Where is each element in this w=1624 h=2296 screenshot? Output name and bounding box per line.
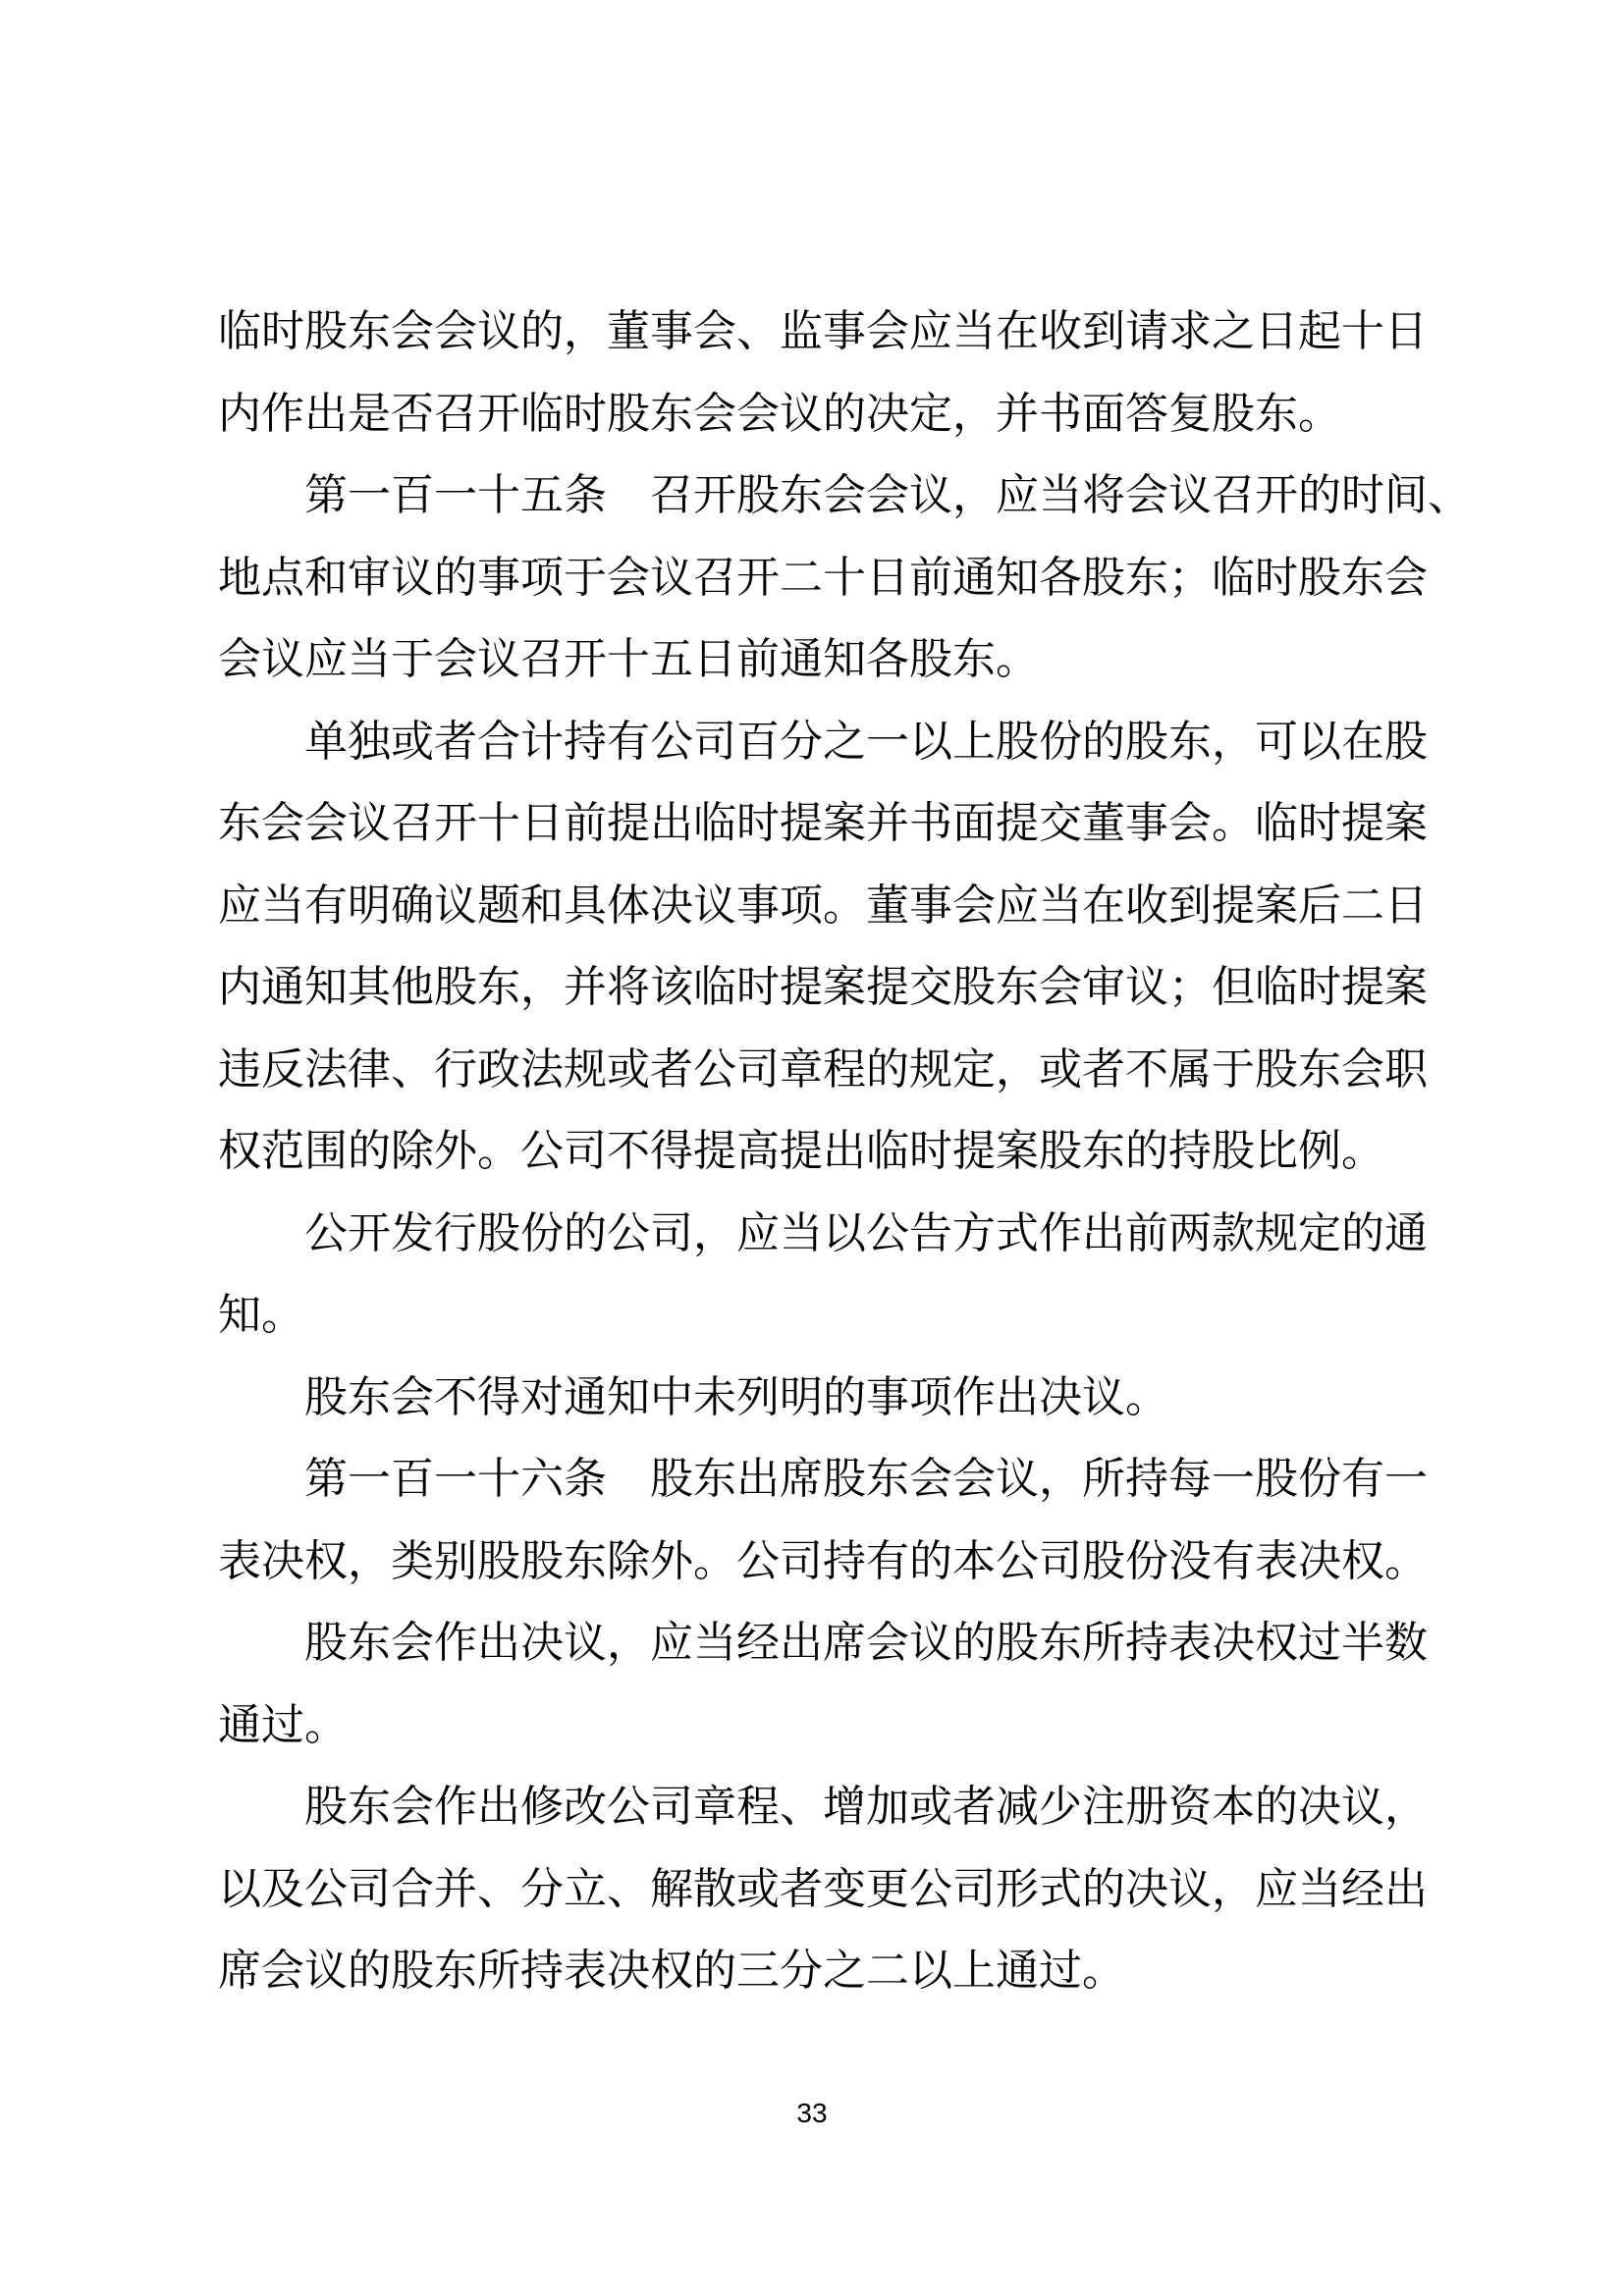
text-line: 股东会作出决议，应当经出席会议的股东所持表决权过半数	[304, 1619, 1428, 1667]
text-line: 权范围的除外。公司不得提高提出临时提案股东的持股比例。	[218, 1127, 1384, 1175]
text-line: 第一百一十五条 召开股东会会议，应当将会议召开的时间、	[304, 471, 1471, 519]
text-line: 知。	[218, 1291, 304, 1339]
text-line: 席会议的股东所持表决权的三分之二以上通过。	[218, 1947, 1125, 1995]
text-line: 东会会议召开十日前提出临时提案并书面提交董事会。临时提案	[218, 799, 1428, 847]
text-line: 股东会不得对通知中未列明的事项作出决议。	[304, 1372, 1168, 1421]
text-line: 通过。	[218, 1700, 348, 1749]
page-number: 33	[796, 2098, 828, 2128]
text-line: 单独或者合计持有公司百分之一以上股份的股东，可以在股	[304, 717, 1428, 766]
text-line: 内通知其他股东，并将该临时提案提交股东会审议；但临时提案	[218, 963, 1428, 1011]
text-line: 违反法律、行政法规或者公司章程的规定，或者不属于股东会职	[218, 1044, 1428, 1094]
text-line: 第一百一十六条 股东出席股东会会议，所持每一股份有一	[304, 1455, 1428, 1503]
text-line: 地点和审议的事项于会议召开二十日前通知各股东；临时股东会	[218, 553, 1428, 602]
text-line: 应当有明确议题和具体决议事项。董事会应当在收到提案后二日	[218, 881, 1428, 930]
text-line: 股东会作出修改公司章程、增加或者减少注册资本的决议，	[304, 1783, 1428, 1831]
text-line: 临时股东会会议的，董事会、监事会应当在收到请求之日起十日	[218, 307, 1428, 355]
text-line: 公开发行股份的公司，应当以公告方式作出前两款规定的通	[304, 1208, 1428, 1257]
text-line: 内作出是否召开临时股东会会议的决定，并书面答复股东。	[218, 389, 1341, 438]
text-line: 表决权，类别股股东除外。公司持有的本公司股份没有表决权。	[218, 1536, 1428, 1585]
text-line: 以及公司合并、分立、解散或者变更公司形式的决议，应当经出	[218, 1864, 1428, 1913]
body-text	[218, 291, 1471, 2012]
text-line: 会议应当于会议召开十五日前通知各股东。	[218, 635, 1039, 683]
